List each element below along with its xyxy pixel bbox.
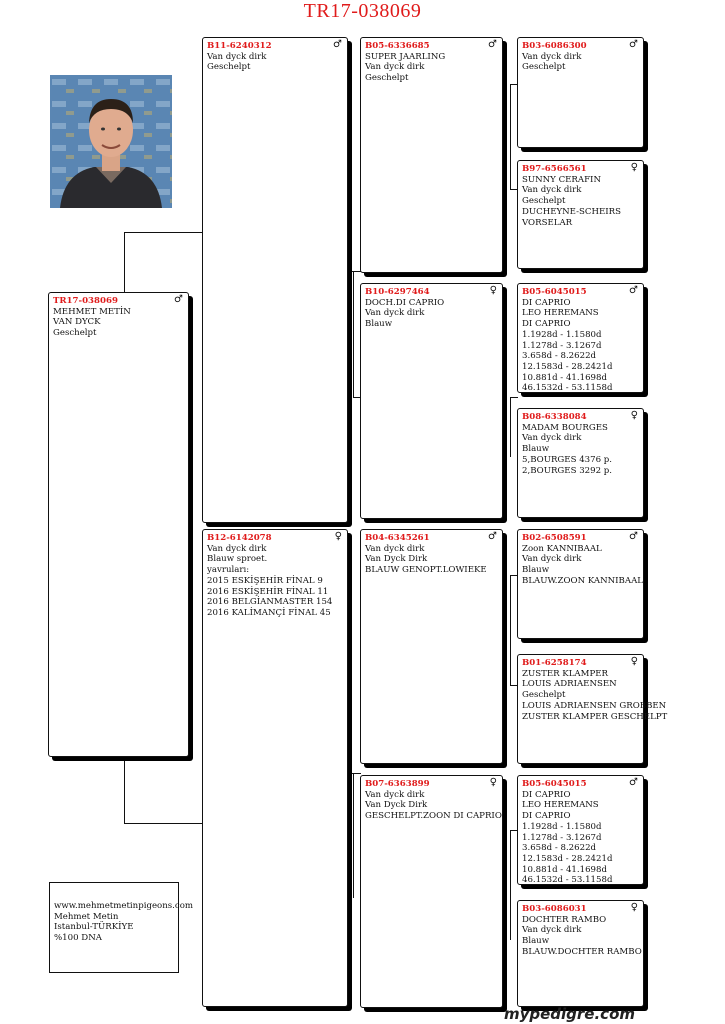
connector [124, 823, 203, 824]
female-icon: ♀ [334, 531, 342, 542]
pigeon-info-line: Van dyck dirk [522, 925, 582, 936]
male-icon: ♂ [629, 531, 638, 542]
female-icon: ♀ [630, 410, 638, 421]
pigeon-info-line: BLAUW GENOPT.LOWIEKE [365, 565, 487, 576]
pigeon-card-father-mother[interactable] [360, 283, 503, 519]
pigeon-info-line: BLAUW.ZOON KANNIBAAL [522, 575, 643, 586]
pigeon-info-line: Geschelpt [53, 328, 97, 339]
pigeon-info-line: 2016 BELGİANMASTER 154 [207, 597, 333, 608]
pigeon-card-mf-father[interactable] [517, 529, 644, 639]
male-icon: ♂ [488, 531, 497, 542]
pigeon-info-line: GESCHELPT.ZOON DI CAPRIO [365, 811, 502, 822]
male-icon: ♂ [629, 777, 638, 788]
connector [124, 232, 203, 233]
male-icon: ♂ [333, 39, 342, 50]
pigeon-info-line: VAN DYCK [53, 317, 101, 328]
brand-logo[interactable]: mypedigre.com [503, 1005, 635, 1023]
pigeon-info-line: 1.1928d - 1.1580d [522, 329, 602, 340]
pigeon-card-ff-mother[interactable] [517, 160, 644, 269]
female-icon: ♀ [630, 902, 638, 913]
male-icon: ♂ [629, 39, 638, 50]
pigeon-info-line: Van dyck dirk [522, 554, 582, 565]
pigeon-card-mother-mother[interactable] [360, 775, 503, 1008]
pigeon-card-fm-father[interactable] [517, 283, 644, 393]
pigeon-info-line: 2015 ESKİŞEHİR FİNAL 9 [207, 575, 323, 586]
pigeon-info-line: Geschelpt [522, 690, 566, 701]
pigeon-info-line: Van dyck dirk [207, 543, 267, 554]
pigeon-info-line: Van dyck dirk [522, 185, 582, 196]
pigeon-card-mother[interactable] [202, 529, 348, 1007]
connector [510, 575, 511, 685]
pigeon-info-line: Van dyck dirk [207, 51, 267, 62]
pigeon-info-line: DI CAPRIO [522, 811, 571, 822]
pigeon-info-line: 2016 KALİMANÇİ FİNAL 45 [207, 607, 331, 618]
pigeon-info-line: 5,BOURGES 4376 p. [522, 454, 613, 465]
pigeon-card-ff-father[interactable] [517, 37, 644, 148]
pigeon-info-line: 10.881d - 41.1698d [522, 864, 607, 875]
pigeon-info-line: Geschelpt [522, 196, 566, 207]
connector [353, 773, 354, 898]
male-icon: ♂ [488, 39, 497, 50]
connector [510, 397, 518, 398]
pigeon-info-line: Van dyck dirk [365, 789, 425, 800]
pigeon-info-line: SUPER JAARLING [365, 51, 446, 62]
pigeon-info-line: BLAUW.DOCHTER RAMBO [522, 946, 642, 957]
pigeon-info-line: DI CAPRIO [522, 789, 571, 800]
pigeon-info-line: Zoon KANNIBAAL [522, 543, 602, 554]
pigeon-info-line: 12.1583d - 28.2421d [522, 853, 613, 864]
connector [510, 830, 511, 940]
pigeon-info-line: SUNNY CERAFIN [522, 174, 601, 185]
pigeon-info-line: Van dyck dirk [365, 62, 425, 73]
ring-number: B10-6297464 [365, 287, 430, 297]
pigeon-info-line: 1.1278d - 3.1267d [522, 832, 602, 843]
pigeon-info-line: LOUIS ADRIAENSEN [522, 679, 617, 690]
ring-number: TR17-038069 [53, 296, 118, 306]
pigeon-card-mother-father[interactable] [360, 529, 503, 764]
pigeon-info-line: Van dyck dirk [365, 308, 425, 319]
pigeon-info-line: Blauw [522, 936, 550, 947]
connector [353, 271, 354, 397]
connector [348, 773, 361, 774]
ring-number: B01-6258174 [522, 658, 587, 668]
ring-number: B12-6142078 [207, 533, 272, 543]
pigeon-info-line: Blauw [365, 319, 393, 330]
pigeon-info-line: 12.1583d - 28.2421d [522, 361, 613, 372]
pigeon-info-line: DI CAPRIO [522, 319, 571, 330]
female-icon: ♀ [489, 285, 497, 296]
connector [510, 397, 511, 457]
male-icon: ♂ [629, 285, 638, 296]
pigeon-card-mf-mother[interactable] [517, 654, 668, 764]
ring-number: B05-6336685 [365, 41, 430, 51]
pigeon-info-line: DOCH.DI CAPRIO [365, 297, 445, 308]
pigeon-info-line: 3.658d - 8.2622d [522, 843, 597, 854]
ring-number: B02-6508591 [522, 533, 587, 543]
pigeon-info-line: LEO HEREMANS [522, 800, 599, 811]
pigeon-info-line: Blauw [522, 444, 550, 455]
pigeon-card-father[interactable] [202, 37, 348, 523]
pigeon-info-line: Blauw sproet. [207, 554, 268, 565]
breeder-info-box [49, 882, 194, 973]
pigeon-card-mm-mother[interactable] [517, 900, 644, 1007]
pigeon-info-line: Geschelpt [522, 62, 566, 73]
pigeon-info-line: yavruları: [207, 565, 250, 576]
pigeon-info-line: Geschelpt [365, 73, 409, 84]
pedigree-title: TR17-038069 [303, 0, 422, 22]
breeder-website[interactable]: www.mehmetmetinpigeons.com [54, 901, 194, 911]
connector [348, 271, 361, 272]
ring-number: B97-6566561 [522, 164, 587, 174]
pigeon-info-line: MEHMET METİN [53, 306, 131, 317]
ring-number: B08-6338084 [522, 412, 587, 422]
breeder-dna-note: %100 DNA [54, 933, 102, 944]
pigeon-info-line: 1.1278d - 3.1267d [522, 340, 602, 351]
breeder-name: Mehmet Metin [54, 911, 119, 922]
pigeon-info-line: LOUIS ADRIAENSEN GROBBEN [522, 700, 667, 711]
pigeon-info-line: 3.658d - 8.2622d [522, 351, 597, 362]
ring-number: B05-6045015 [522, 287, 587, 297]
pigeon-card-mm-father[interactable] [517, 775, 644, 885]
female-icon: ♀ [630, 162, 638, 173]
ring-number: B11-6240312 [207, 41, 272, 51]
pigeon-info-line: VORSELAR [522, 217, 573, 228]
pigeon-info-line: DUCHEYNE-SCHEIRS [522, 206, 621, 217]
pigeon-info-line: ZUSTER KLAMPER GESCHELPT [522, 711, 668, 722]
connector [124, 232, 125, 293]
pigeon-info-line: Blauw [522, 565, 550, 576]
ring-number: B05-6045015 [522, 779, 587, 789]
connector [510, 84, 511, 189]
pigeon-info-line: 1.1928d - 1.1580d [522, 821, 602, 832]
pigeon-info-line: Geschelpt [207, 62, 251, 73]
female-icon: ♀ [489, 777, 497, 788]
pigeon-info-line: Van dyck dirk [522, 51, 582, 62]
ring-number: B03-6086300 [522, 41, 587, 51]
ring-number: B03-6086031 [522, 904, 587, 914]
pigeon-info-line: Van Dyck Dirk [365, 800, 428, 811]
pigeon-info-line: LEO HEREMANS [522, 308, 599, 319]
breeder-location: Istanbul-TÜRKİYE [54, 922, 134, 933]
pigeon-info-line: 46.1532d - 53.1158d [522, 383, 613, 394]
female-icon: ♀ [630, 656, 638, 667]
connector [124, 757, 125, 823]
pigeon-info-line: 2,BOURGES 3292 p. [522, 465, 613, 476]
pigeon-card-subject[interactable] [48, 292, 189, 757]
pigeon-info-line: Van dyck dirk [365, 543, 425, 554]
pigeon-info-line: 2016 ESKİŞEHİR FİNAL 11 [207, 586, 329, 597]
pigeon-info-line: Van Dyck Dirk [365, 554, 428, 565]
breeder-photo-drawing [50, 75, 172, 208]
pigeon-info-line: MADAM BOURGES [522, 422, 608, 433]
ring-number: B04-6345261 [365, 533, 430, 543]
pigeon-info-line: 10.881d - 41.1698d [522, 372, 607, 383]
breeder-photo [50, 75, 172, 208]
pigeon-card-fm-mother[interactable] [517, 408, 644, 518]
male-icon: ♂ [174, 294, 183, 305]
pigeon-info-line: Van dyck dirk [522, 433, 582, 444]
pigeon-info-line: DOCHTER RAMBO [522, 914, 607, 925]
pigeon-card-father-father[interactable] [360, 37, 503, 273]
pigeon-info-line: DI CAPRIO [522, 297, 571, 308]
pigeon-info-line: 46.1532d - 53.1158d [522, 875, 613, 886]
pigeon-info-line: ZUSTER KLAMPER [522, 668, 608, 679]
ring-number: B07-6363899 [365, 779, 430, 789]
